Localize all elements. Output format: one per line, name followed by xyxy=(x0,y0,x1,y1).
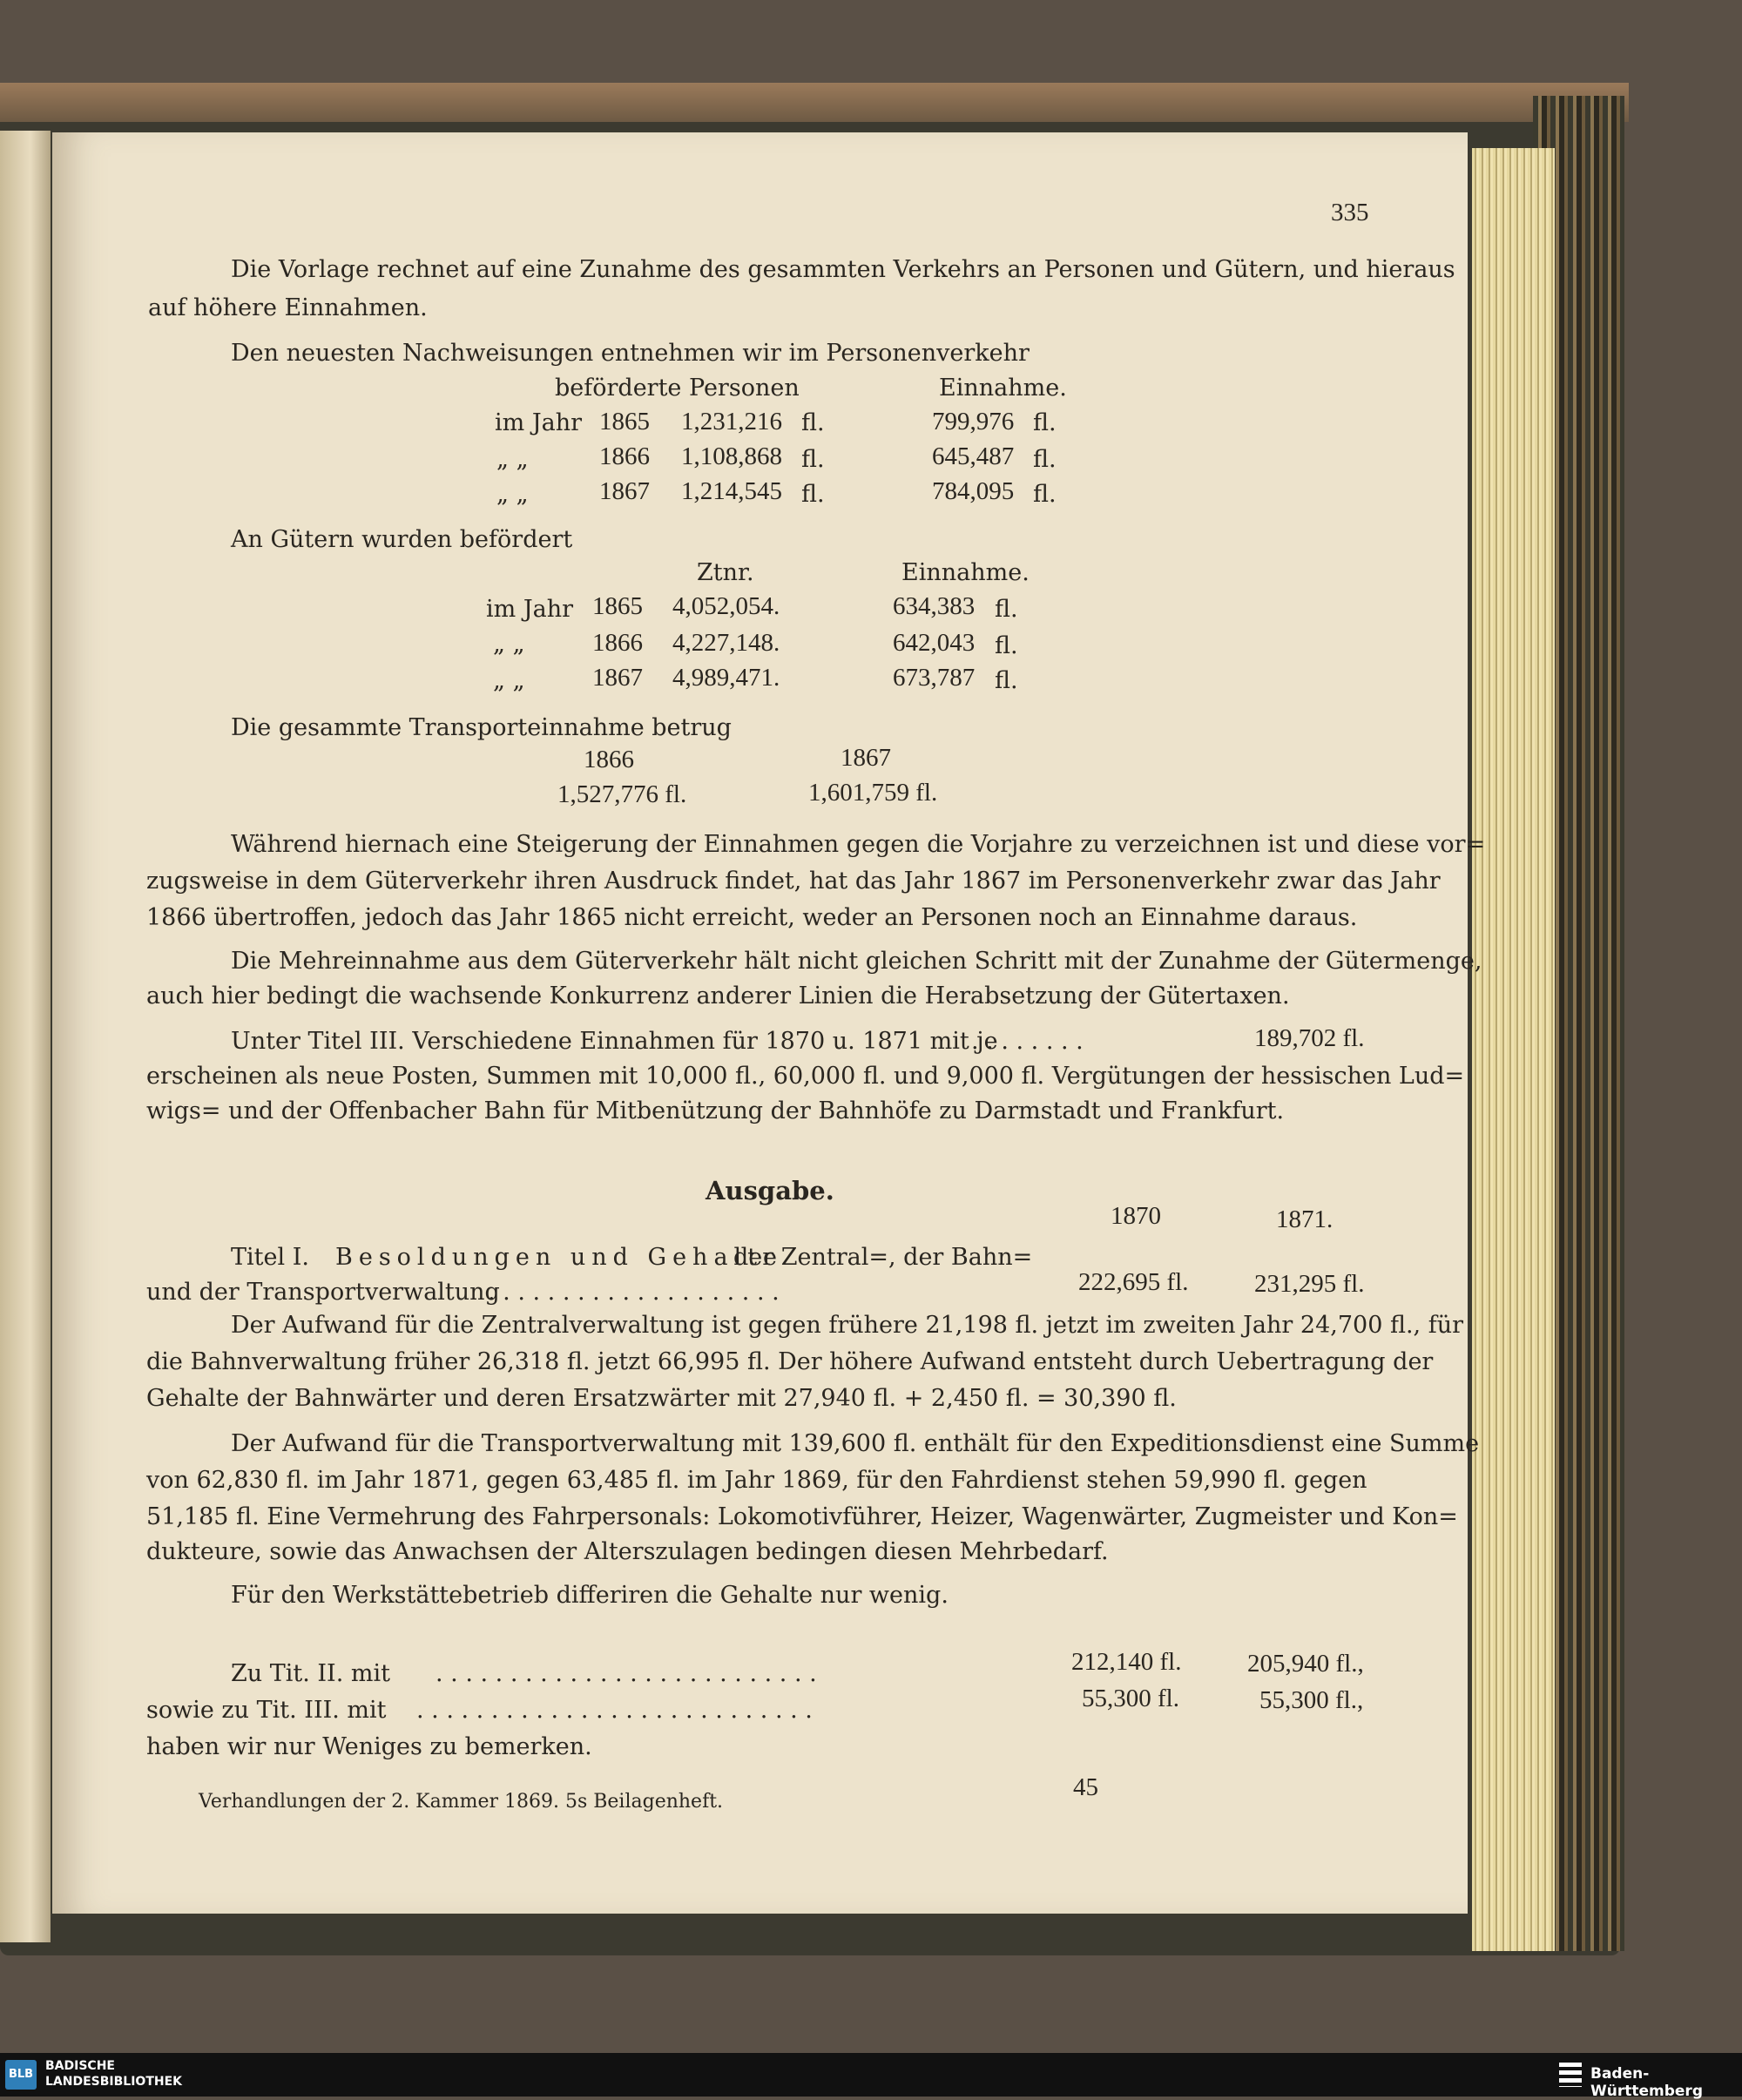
row-unit: fl. xyxy=(995,667,1018,694)
text-line: Den neuesten Nachweisungen entnehmen wir im Personenverkehr xyxy=(231,340,1030,367)
leader-dots: . . . . . . . . . . . . . . . . . . . . xyxy=(488,1279,780,1306)
row-count: 4,989,471. xyxy=(672,664,780,692)
viewer-footer-bar xyxy=(0,2053,1742,2097)
row-unit: fl. xyxy=(801,409,825,436)
table-header: Ztnr. xyxy=(697,559,754,586)
text-line: Die gesammte Transporteinnahme betrug xyxy=(231,714,732,741)
left-page-edge xyxy=(0,131,51,1942)
text-line: auf höhere Einnahmen. xyxy=(148,294,428,321)
table-header: beförderte Personen xyxy=(555,375,800,402)
leader-dots: . . . . . . . . xyxy=(971,1028,1084,1055)
title-desc: der Zentral=, der Bahn= xyxy=(733,1244,1033,1271)
tit3-1870: 55,300 fl. xyxy=(1082,1685,1179,1712)
tit2-1871: 205,940 fl., xyxy=(1247,1650,1364,1678)
row-income: 645,487 xyxy=(932,442,1015,470)
transport-year: 1866 xyxy=(584,746,634,773)
text-line: Für den Werkstättebetrieb differiren die Gehalte nur wenig. xyxy=(231,1582,949,1609)
row-count: 1,108,868 xyxy=(681,442,782,470)
text-line: Der Aufwand für die Zentralverwaltung ist gegen frühere 21,198 fl. jetzt im zweiten Jahr 24,700 fl., für xyxy=(231,1312,1464,1339)
text-line: und der Transportverwaltung xyxy=(146,1279,500,1306)
row-label: „ „ xyxy=(493,667,525,694)
table-header: Einnahme. xyxy=(939,375,1067,402)
transport-year: 1867 xyxy=(841,744,891,772)
value-1870: 222,695 fl. xyxy=(1078,1268,1189,1296)
table-header: Einnahme. xyxy=(901,559,1030,586)
text-line: wigs= und der Offenbacher Bahn für Mitbenützung der Bahnhöfe zu Darmstadt und Frankfurt. xyxy=(146,1097,1285,1124)
title-name: Besoldungen und Gehalte xyxy=(335,1244,784,1271)
text-line: auch hier bedingt die wachsende Konkurrenz anderer Linien die Herabsetzung der Gütertaxen. xyxy=(146,982,1290,1009)
value-1871: 231,295 fl. xyxy=(1254,1270,1365,1298)
text-line: dukteure, sowie das Anwachsen der Alterszulagen bedingen diesen Mehrbedarf. xyxy=(146,1538,1109,1565)
row-year: 1865 xyxy=(592,592,643,620)
column-year: 1871. xyxy=(1276,1205,1334,1233)
row-label: „ „ xyxy=(493,631,525,658)
row-unit: fl. xyxy=(1033,446,1057,473)
row-year: 1867 xyxy=(592,664,643,692)
text-line: zugsweise in dem Güterverkehr ihren Ausdruck findet, hat das Jahr 1867 im Personenverkehr zwar das Jahr xyxy=(146,868,1441,895)
row-label: „ „ xyxy=(496,446,529,473)
row-year: 1866 xyxy=(599,442,650,470)
title-label: Titel I. xyxy=(231,1244,309,1271)
text-line: Während hiernach eine Steigerung der Einnahmen gegen die Vorjahre zu verzeichnen ist und diese vor= xyxy=(231,831,1486,858)
text-line: 1866 übertroffen, jedoch das Jahr 1865 nicht erreicht, weder an Personen noch an Einnahme daraus. xyxy=(146,904,1358,931)
blb-logo[interactable]: BLB xyxy=(5,2060,37,2090)
row-count: 4,052,054. xyxy=(672,592,780,620)
leader-dots: . . . . . . . . . . . . . . . . . . . . . . . . . . xyxy=(436,1660,817,1687)
text-line: die Bahnverwaltung früher 26,318 fl. jetzt 66,995 fl. Der höhere Aufwand entsteht durch Uebertragung der xyxy=(146,1348,1434,1375)
blb-logo-text[interactable] xyxy=(45,2058,182,2090)
row-income: 642,043 xyxy=(893,629,976,657)
row-income: 634,383 xyxy=(893,592,976,620)
blb-line1: BADISCHE xyxy=(45,2059,115,2073)
column-year: 1870 xyxy=(1111,1202,1161,1230)
blb-line2: LANDESBIBLIOTHEK xyxy=(45,2075,183,2089)
leader-dots: . . . . . . . . . . . . . . . . . . . . . . . . . . . xyxy=(416,1697,813,1724)
row-count: 1,231,216 xyxy=(681,408,782,436)
bw-lions-icon xyxy=(1559,2063,1582,2087)
row-label: im Jahr xyxy=(495,409,583,436)
row-unit: fl. xyxy=(801,446,825,473)
row-unit: fl. xyxy=(801,481,825,508)
text-line: Die Vorlage rechnet auf eine Zunahme des gesammten Verkehrs an Personen und Gütern, und hieraus xyxy=(231,256,1455,283)
row-income: 673,787 xyxy=(893,664,976,692)
page-footer: Verhandlungen der 2. Kammer 1869. 5s Beilagenheft. xyxy=(199,1791,724,1813)
text-line: An Gütern wurden befördert xyxy=(231,526,573,553)
text-line: Gehalte der Bahnwärter und deren Ersatzwärter mit 27,940 fl. + 2,450 fl. = 30,390 fl. xyxy=(146,1385,1177,1412)
text-line: 51,185 fl. Eine Vermehrung des Fahrpersonals: Lokomotivführer, Heizer, Wagenwärter, Zugmeister und Kon= xyxy=(146,1503,1458,1530)
row-unit: fl. xyxy=(995,596,1018,623)
row-unit: fl. xyxy=(1033,481,1057,508)
row-label: im Jahr xyxy=(486,596,574,623)
value: 189,702 fl. xyxy=(1254,1024,1365,1052)
text-line: Unter Titel III. Verschiedene Einnahmen für 1870 u. 1871 mit je xyxy=(231,1028,998,1055)
row-count: 4,227,148. xyxy=(672,629,780,657)
row-unit: fl. xyxy=(995,632,1018,659)
row-unit: fl. xyxy=(1033,409,1057,436)
text-line: erscheinen als neue Posten, Summen mit 10,000 fl., 60,000 fl. und 9,000 fl. Vergütungen der hessischen Lud= xyxy=(146,1063,1465,1090)
section-heading: Ausgabe. xyxy=(706,1176,834,1205)
page-edges xyxy=(1472,148,1555,1951)
book-top-band xyxy=(0,83,1629,122)
transport-value: 1,527,776 fl. xyxy=(557,780,687,808)
bw-logo-text[interactable]: Baden-Württemberg xyxy=(1590,2065,1703,2100)
page-number: 335 xyxy=(1331,199,1369,226)
text-line: Die Mehreinnahme aus dem Güterverkehr hält nicht gleichen Schritt mit der Zunahme der Gütermenge, xyxy=(231,948,1482,975)
row-year: 1866 xyxy=(592,629,643,657)
row-income: 784,095 xyxy=(932,477,1015,505)
row-count: 1,214,545 xyxy=(681,477,782,505)
text-line: von 62,830 fl. im Jahr 1871, gegen 63,485 fl. im Jahr 1869, für den Fahrdienst stehen 59,990 fl. gegen xyxy=(146,1467,1367,1494)
text-line: Der Aufwand für die Transportverwaltung mit 139,600 fl. enthält für den Expeditionsdienst eine Summe xyxy=(231,1430,1480,1457)
signature-number: 45 xyxy=(1073,1773,1098,1801)
tit3-1871: 55,300 fl., xyxy=(1259,1686,1364,1714)
tit3-label: sowie zu Tit. III. mit xyxy=(146,1697,387,1724)
tit2-1870: 212,140 fl. xyxy=(1071,1648,1182,1676)
row-year: 1865 xyxy=(599,408,650,436)
transport-value: 1,601,759 fl. xyxy=(808,779,938,807)
row-label: „ „ xyxy=(496,481,529,508)
text-line: haben wir nur Weniges zu bemerken. xyxy=(146,1733,592,1760)
tit2-label: Zu Tit. II. mit xyxy=(231,1660,390,1687)
row-year: 1867 xyxy=(599,477,650,505)
row-income: 799,976 xyxy=(932,408,1015,436)
